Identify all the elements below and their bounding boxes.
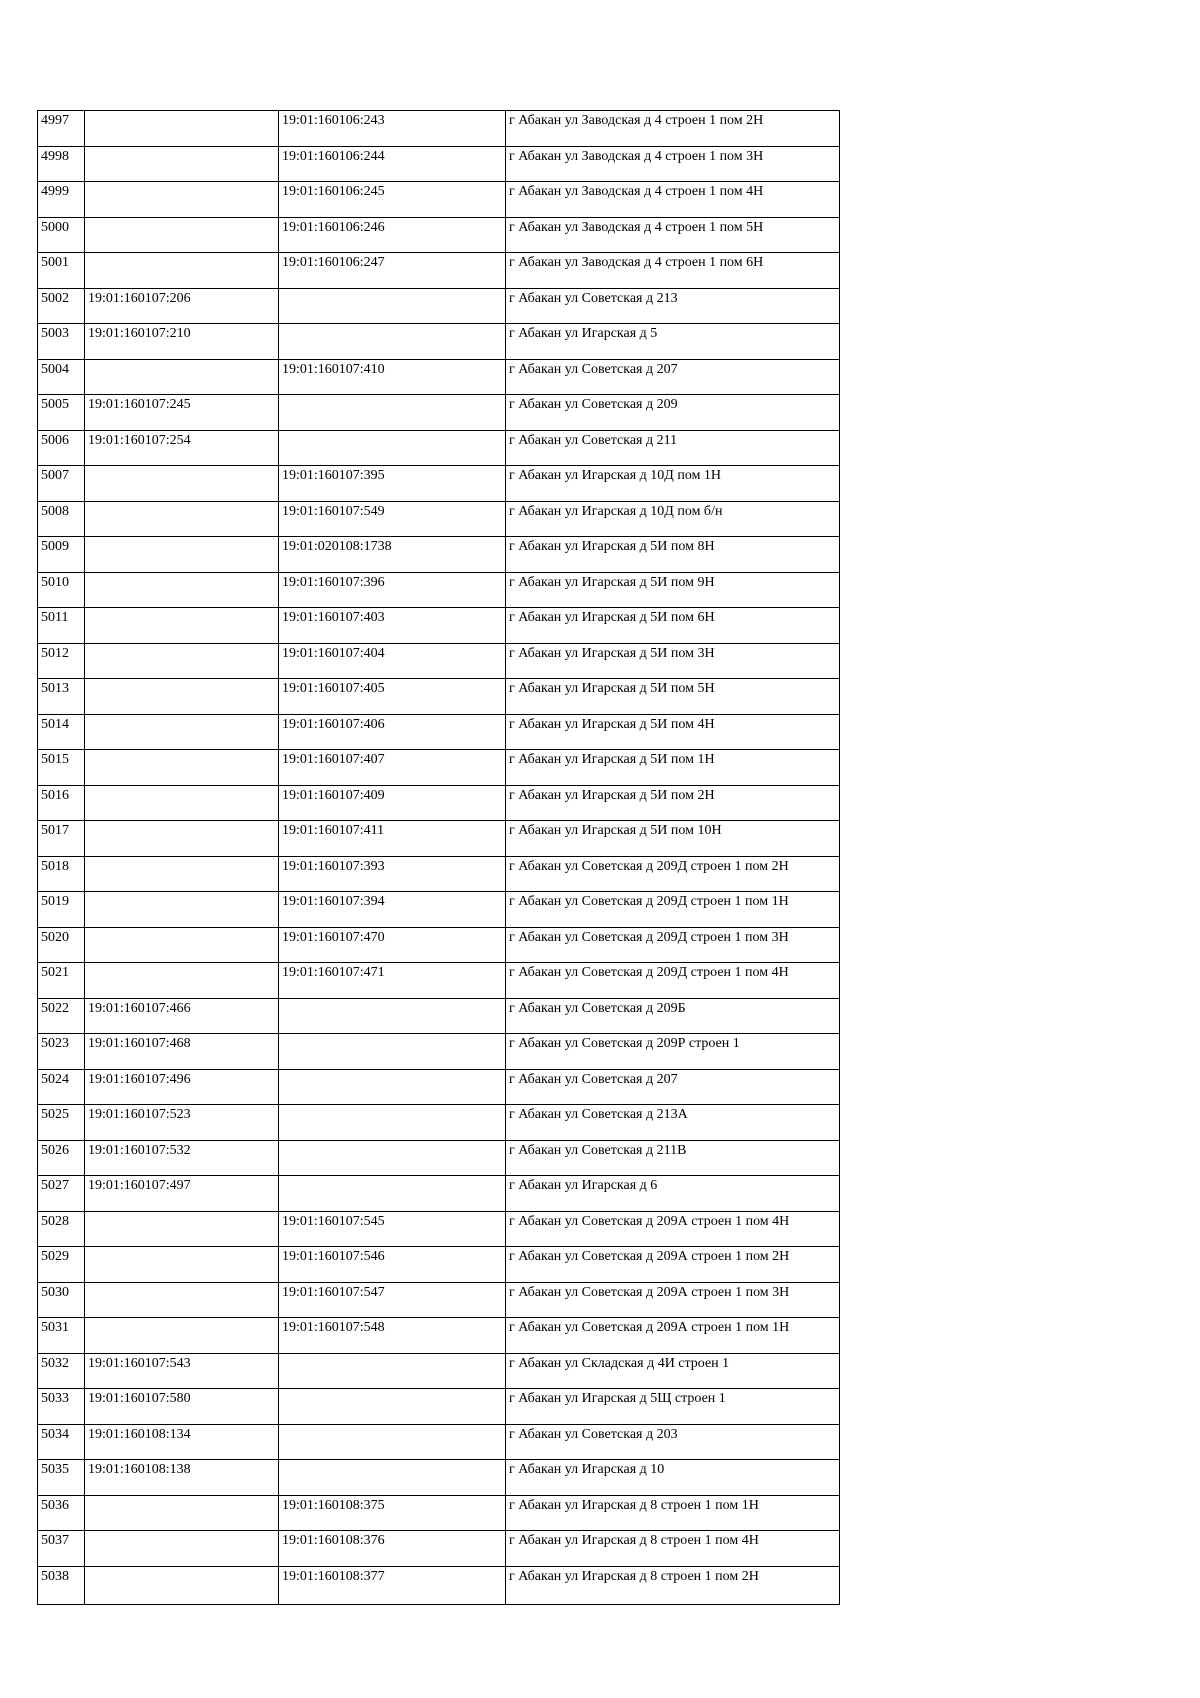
cadastral-premises-cell: 19:01:160106:246 xyxy=(279,217,506,253)
table-row xyxy=(38,714,840,750)
table-row xyxy=(38,1069,840,1105)
table-row xyxy=(38,1247,840,1283)
address-cell: г Абакан ул Советская д 207 xyxy=(506,1069,840,1105)
row-number-cell: 5008 xyxy=(38,501,85,537)
cadastral-building-cell xyxy=(85,572,279,608)
table-row xyxy=(38,892,840,928)
cadastral-premises-cell: 19:01:160106:247 xyxy=(279,253,506,289)
cadastral-premises-cell xyxy=(279,998,506,1034)
cadastral-building-cell xyxy=(85,111,279,147)
table-row xyxy=(38,324,840,360)
table-row xyxy=(38,182,840,218)
row-number-cell: 5012 xyxy=(38,643,85,679)
cadastral-building-cell xyxy=(85,1282,279,1318)
address-cell: г Абакан ул Игарская д 5И пом 5Н xyxy=(506,679,840,715)
cadastral-building-cell xyxy=(85,679,279,715)
cadastral-premises-cell xyxy=(279,1424,506,1460)
cadastral-building-cell xyxy=(85,1318,279,1354)
cadastral-building-cell xyxy=(85,892,279,928)
row-number-cell: 5005 xyxy=(38,395,85,431)
address-cell: г Абакан ул Советская д 209А строен 1 пом 3Н xyxy=(506,1282,840,1318)
address-cell: г Абакан ул Игарская д 5И пом 6Н xyxy=(506,608,840,644)
cadastral-building-cell xyxy=(85,537,279,573)
cadastral-premises-cell: 19:01:160107:405 xyxy=(279,679,506,715)
cadastral-building-cell: 19:01:160107:206 xyxy=(85,288,279,324)
address-cell: г Абакан ул Советская д 209А строен 1 пом 2Н xyxy=(506,1247,840,1283)
cadastral-premises-cell: 19:01:160107:471 xyxy=(279,963,506,999)
cadastral-building-cell: 19:01:160107:210 xyxy=(85,324,279,360)
cadastral-building-cell xyxy=(85,217,279,253)
address-cell: г Абакан ул Советская д 209Д строен 1 пом 4Н xyxy=(506,963,840,999)
cadastral-building-cell: 19:01:160107:254 xyxy=(85,430,279,466)
table-row xyxy=(38,750,840,786)
row-number-cell: 5027 xyxy=(38,1176,85,1212)
cadastral-premises-cell: 19:01:160107:403 xyxy=(279,608,506,644)
row-number-cell: 5002 xyxy=(38,288,85,324)
cadastral-premises-cell xyxy=(279,430,506,466)
table-row xyxy=(38,1566,840,1604)
address-cell: г Абакан ул Советская д 203 xyxy=(506,1424,840,1460)
cadastral-premises-cell: 19:01:160106:243 xyxy=(279,111,506,147)
row-number-cell: 5030 xyxy=(38,1282,85,1318)
row-number-cell: 5035 xyxy=(38,1460,85,1496)
row-number-cell: 5032 xyxy=(38,1353,85,1389)
address-cell: г Абакан ул Советская д 209 xyxy=(506,395,840,431)
address-cell: г Абакан ул Игарская д 10Д пом 1Н xyxy=(506,466,840,502)
address-cell: г Абакан ул Заводская д 4 строен 1 пом 3Н xyxy=(506,146,840,182)
table-row xyxy=(38,998,840,1034)
cadastral-premises-cell: 19:01:160107:394 xyxy=(279,892,506,928)
cadastral-premises-cell: 19:01:160108:377 xyxy=(279,1566,506,1604)
row-number-cell: 4997 xyxy=(38,111,85,147)
address-cell: г Абакан ул Заводская д 4 строен 1 пом 6Н xyxy=(506,253,840,289)
table-row xyxy=(38,1318,840,1354)
row-number-cell: 5004 xyxy=(38,359,85,395)
row-number-cell: 5017 xyxy=(38,821,85,857)
row-number-cell: 5019 xyxy=(38,892,85,928)
table-row xyxy=(38,1460,840,1496)
table-row xyxy=(38,146,840,182)
address-cell: г Абакан ул Игарская д 8 строен 1 пом 4Н xyxy=(506,1531,840,1567)
cadastral-premises-cell xyxy=(279,324,506,360)
cadastral-premises-cell: 19:01:160107:545 xyxy=(279,1211,506,1247)
row-number-cell: 5007 xyxy=(38,466,85,502)
cadastral-premises-cell: 19:01:160106:244 xyxy=(279,146,506,182)
address-cell: г Абакан ул Советская д 213А xyxy=(506,1105,840,1141)
cadastral-building-cell xyxy=(85,608,279,644)
cadastral-premises-cell: 19:01:160107:547 xyxy=(279,1282,506,1318)
address-cell: г Абакан ул Советская д 213 xyxy=(506,288,840,324)
cadastral-building-cell xyxy=(85,466,279,502)
property-table xyxy=(37,110,840,1605)
address-cell: г Абакан ул Заводская д 4 строен 1 пом 5Н xyxy=(506,217,840,253)
row-number-cell: 5000 xyxy=(38,217,85,253)
cadastral-premises-cell: 19:01:160107:395 xyxy=(279,466,506,502)
cadastral-premises-cell xyxy=(279,1353,506,1389)
cadastral-building-cell xyxy=(85,963,279,999)
cadastral-premises-cell: 19:01:160107:546 xyxy=(279,1247,506,1283)
table-row xyxy=(38,253,840,289)
row-number-cell: 5034 xyxy=(38,1424,85,1460)
table-row xyxy=(38,1211,840,1247)
address-cell: г Абакан ул Советская д 211 xyxy=(506,430,840,466)
cadastral-building-cell: 19:01:160107:466 xyxy=(85,998,279,1034)
cadastral-building-cell xyxy=(85,359,279,395)
cadastral-building-cell xyxy=(85,821,279,857)
row-number-cell: 5011 xyxy=(38,608,85,644)
row-number-cell: 5015 xyxy=(38,750,85,786)
cadastral-building-cell xyxy=(85,182,279,218)
cadastral-building-cell xyxy=(85,643,279,679)
table-row xyxy=(38,1495,840,1531)
cadastral-building-cell xyxy=(85,714,279,750)
cadastral-premises-cell xyxy=(279,1460,506,1496)
row-number-cell: 5038 xyxy=(38,1566,85,1604)
table-row xyxy=(38,1282,840,1318)
row-number-cell: 5010 xyxy=(38,572,85,608)
cadastral-building-cell: 19:01:160107:468 xyxy=(85,1034,279,1070)
address-cell: г Абакан ул Игарская д 5И пом 10Н xyxy=(506,821,840,857)
address-cell: г Абакан ул Игарская д 5Щ строен 1 xyxy=(506,1389,840,1425)
table-row xyxy=(38,963,840,999)
cadastral-premises-cell: 19:01:160107:548 xyxy=(279,1318,506,1354)
cadastral-building-cell xyxy=(85,750,279,786)
table-row xyxy=(38,111,840,147)
cadastral-premises-cell: 19:01:160107:410 xyxy=(279,359,506,395)
cadastral-building-cell xyxy=(85,146,279,182)
address-cell: г Абакан ул Игарская д 5И пом 8Н xyxy=(506,537,840,573)
address-cell: г Абакан ул Игарская д 8 строен 1 пом 2Н xyxy=(506,1566,840,1604)
row-number-cell: 5023 xyxy=(38,1034,85,1070)
cadastral-building-cell xyxy=(85,1495,279,1531)
row-number-cell: 5036 xyxy=(38,1495,85,1531)
cadastral-building-cell xyxy=(85,1247,279,1283)
table-row xyxy=(38,572,840,608)
table-row xyxy=(38,217,840,253)
table-row xyxy=(38,501,840,537)
address-cell: г Абакан ул Советская д 209Р строен 1 xyxy=(506,1034,840,1070)
table-row xyxy=(38,430,840,466)
cadastral-premises-cell: 19:01:160107:411 xyxy=(279,821,506,857)
cadastral-premises-cell: 19:01:160107:404 xyxy=(279,643,506,679)
row-number-cell: 5021 xyxy=(38,963,85,999)
address-cell: г Абакан ул Игарская д 5И пом 3Н xyxy=(506,643,840,679)
cadastral-premises-cell: 19:01:160106:245 xyxy=(279,182,506,218)
cadastral-premises-cell: 19:01:160107:407 xyxy=(279,750,506,786)
table-row xyxy=(38,537,840,573)
address-cell: г Абакан ул Советская д 207 xyxy=(506,359,840,395)
cadastral-premises-cell: 19:01:160107:470 xyxy=(279,927,506,963)
table-row xyxy=(38,1531,840,1567)
cadastral-building-cell xyxy=(85,785,279,821)
row-number-cell: 5006 xyxy=(38,430,85,466)
cadastral-building-cell: 19:01:160107:496 xyxy=(85,1069,279,1105)
table-row xyxy=(38,1389,840,1425)
cadastral-premises-cell xyxy=(279,395,506,431)
cadastral-premises-cell: 19:01:020108:1738 xyxy=(279,537,506,573)
cadastral-premises-cell xyxy=(279,1176,506,1212)
table-row xyxy=(38,359,840,395)
address-cell: г Абакан ул Игарская д 5И пом 9Н xyxy=(506,572,840,608)
table-row xyxy=(38,1105,840,1141)
row-number-cell: 5020 xyxy=(38,927,85,963)
cadastral-building-cell xyxy=(85,1211,279,1247)
row-number-cell: 5026 xyxy=(38,1140,85,1176)
row-number-cell: 5018 xyxy=(38,856,85,892)
table-row xyxy=(38,821,840,857)
row-number-cell: 5037 xyxy=(38,1531,85,1567)
table-row xyxy=(38,395,840,431)
row-number-cell: 5024 xyxy=(38,1069,85,1105)
row-number-cell: 5013 xyxy=(38,679,85,715)
address-cell: г Абакан ул Игарская д 5И пом 1Н xyxy=(506,750,840,786)
table-body xyxy=(38,111,840,1605)
address-cell: г Абакан ул Советская д 209Д строен 1 пом 1Н xyxy=(506,892,840,928)
address-cell: г Абакан ул Советская д 209Б xyxy=(506,998,840,1034)
cadastral-premises-cell xyxy=(279,1105,506,1141)
table-row xyxy=(38,1353,840,1389)
cadastral-premises-cell xyxy=(279,1140,506,1176)
table-row xyxy=(38,1176,840,1212)
row-number-cell: 4999 xyxy=(38,182,85,218)
address-cell: г Абакан ул Заводская д 4 строен 1 пом 4Н xyxy=(506,182,840,218)
cadastral-building-cell: 19:01:160108:134 xyxy=(85,1424,279,1460)
cadastral-building-cell: 19:01:160107:245 xyxy=(85,395,279,431)
cadastral-premises-cell: 19:01:160108:375 xyxy=(279,1495,506,1531)
cadastral-building-cell xyxy=(85,1566,279,1604)
table-row xyxy=(38,927,840,963)
row-number-cell: 5025 xyxy=(38,1105,85,1141)
cadastral-building-cell xyxy=(85,1531,279,1567)
row-number-cell: 5001 xyxy=(38,253,85,289)
row-number-cell: 5014 xyxy=(38,714,85,750)
address-cell: г Абакан ул Советская д 209А строен 1 пом 4Н xyxy=(506,1211,840,1247)
cadastral-building-cell xyxy=(85,927,279,963)
row-number-cell: 5003 xyxy=(38,324,85,360)
address-cell: г Абакан ул Советская д 209Д строен 1 пом 2Н xyxy=(506,856,840,892)
address-cell: г Абакан ул Игарская д 8 строен 1 пом 1Н xyxy=(506,1495,840,1531)
address-cell: г Абакан ул Игарская д 5И пом 2Н xyxy=(506,785,840,821)
address-cell: г Абакан ул Игарская д 10 xyxy=(506,1460,840,1496)
cadastral-premises-cell: 19:01:160107:393 xyxy=(279,856,506,892)
cadastral-building-cell: 19:01:160107:580 xyxy=(85,1389,279,1425)
row-number-cell: 5029 xyxy=(38,1247,85,1283)
cadastral-premises-cell: 19:01:160107:396 xyxy=(279,572,506,608)
cadastral-building-cell xyxy=(85,253,279,289)
table-row xyxy=(38,1140,840,1176)
cadastral-premises-cell: 19:01:160108:376 xyxy=(279,1531,506,1567)
table-row xyxy=(38,608,840,644)
table-row xyxy=(38,679,840,715)
cadastral-building-cell xyxy=(85,856,279,892)
table-row xyxy=(38,1034,840,1070)
cadastral-premises-cell xyxy=(279,288,506,324)
cadastral-premises-cell: 19:01:160107:549 xyxy=(279,501,506,537)
table-row xyxy=(38,643,840,679)
cadastral-premises-cell xyxy=(279,1034,506,1070)
cadastral-building-cell: 19:01:160107:497 xyxy=(85,1176,279,1212)
address-cell: г Абакан ул Советская д 211В xyxy=(506,1140,840,1176)
address-cell: г Абакан ул Игарская д 5 xyxy=(506,324,840,360)
table-row xyxy=(38,785,840,821)
row-number-cell: 5033 xyxy=(38,1389,85,1425)
address-cell: г Абакан ул Советская д 209А строен 1 пом 1Н xyxy=(506,1318,840,1354)
address-cell: г Абакан ул Заводская д 4 строен 1 пом 2Н xyxy=(506,111,840,147)
address-cell: г Абакан ул Игарская д 6 xyxy=(506,1176,840,1212)
cadastral-building-cell: 19:01:160107:543 xyxy=(85,1353,279,1389)
row-number-cell: 5031 xyxy=(38,1318,85,1354)
address-cell: г Абакан ул Игарская д 5И пом 4Н xyxy=(506,714,840,750)
table-row xyxy=(38,856,840,892)
cadastral-premises-cell: 19:01:160107:406 xyxy=(279,714,506,750)
address-cell: г Абакан ул Складская д 4И строен 1 xyxy=(506,1353,840,1389)
row-number-cell: 5022 xyxy=(38,998,85,1034)
cadastral-building-cell: 19:01:160108:138 xyxy=(85,1460,279,1496)
row-number-cell: 5016 xyxy=(38,785,85,821)
row-number-cell: 4998 xyxy=(38,146,85,182)
address-cell: г Абакан ул Советская д 209Д строен 1 пом 3Н xyxy=(506,927,840,963)
address-cell: г Абакан ул Игарская д 10Д пом б/н xyxy=(506,501,840,537)
row-number-cell: 5009 xyxy=(38,537,85,573)
cadastral-building-cell: 19:01:160107:523 xyxy=(85,1105,279,1141)
cadastral-premises-cell: 19:01:160107:409 xyxy=(279,785,506,821)
table-row xyxy=(38,466,840,502)
cadastral-premises-cell xyxy=(279,1389,506,1425)
row-number-cell: 5028 xyxy=(38,1211,85,1247)
cadastral-building-cell: 19:01:160107:532 xyxy=(85,1140,279,1176)
cadastral-building-cell xyxy=(85,501,279,537)
cadastral-premises-cell xyxy=(279,1069,506,1105)
table-row xyxy=(38,1424,840,1460)
table-row xyxy=(38,288,840,324)
